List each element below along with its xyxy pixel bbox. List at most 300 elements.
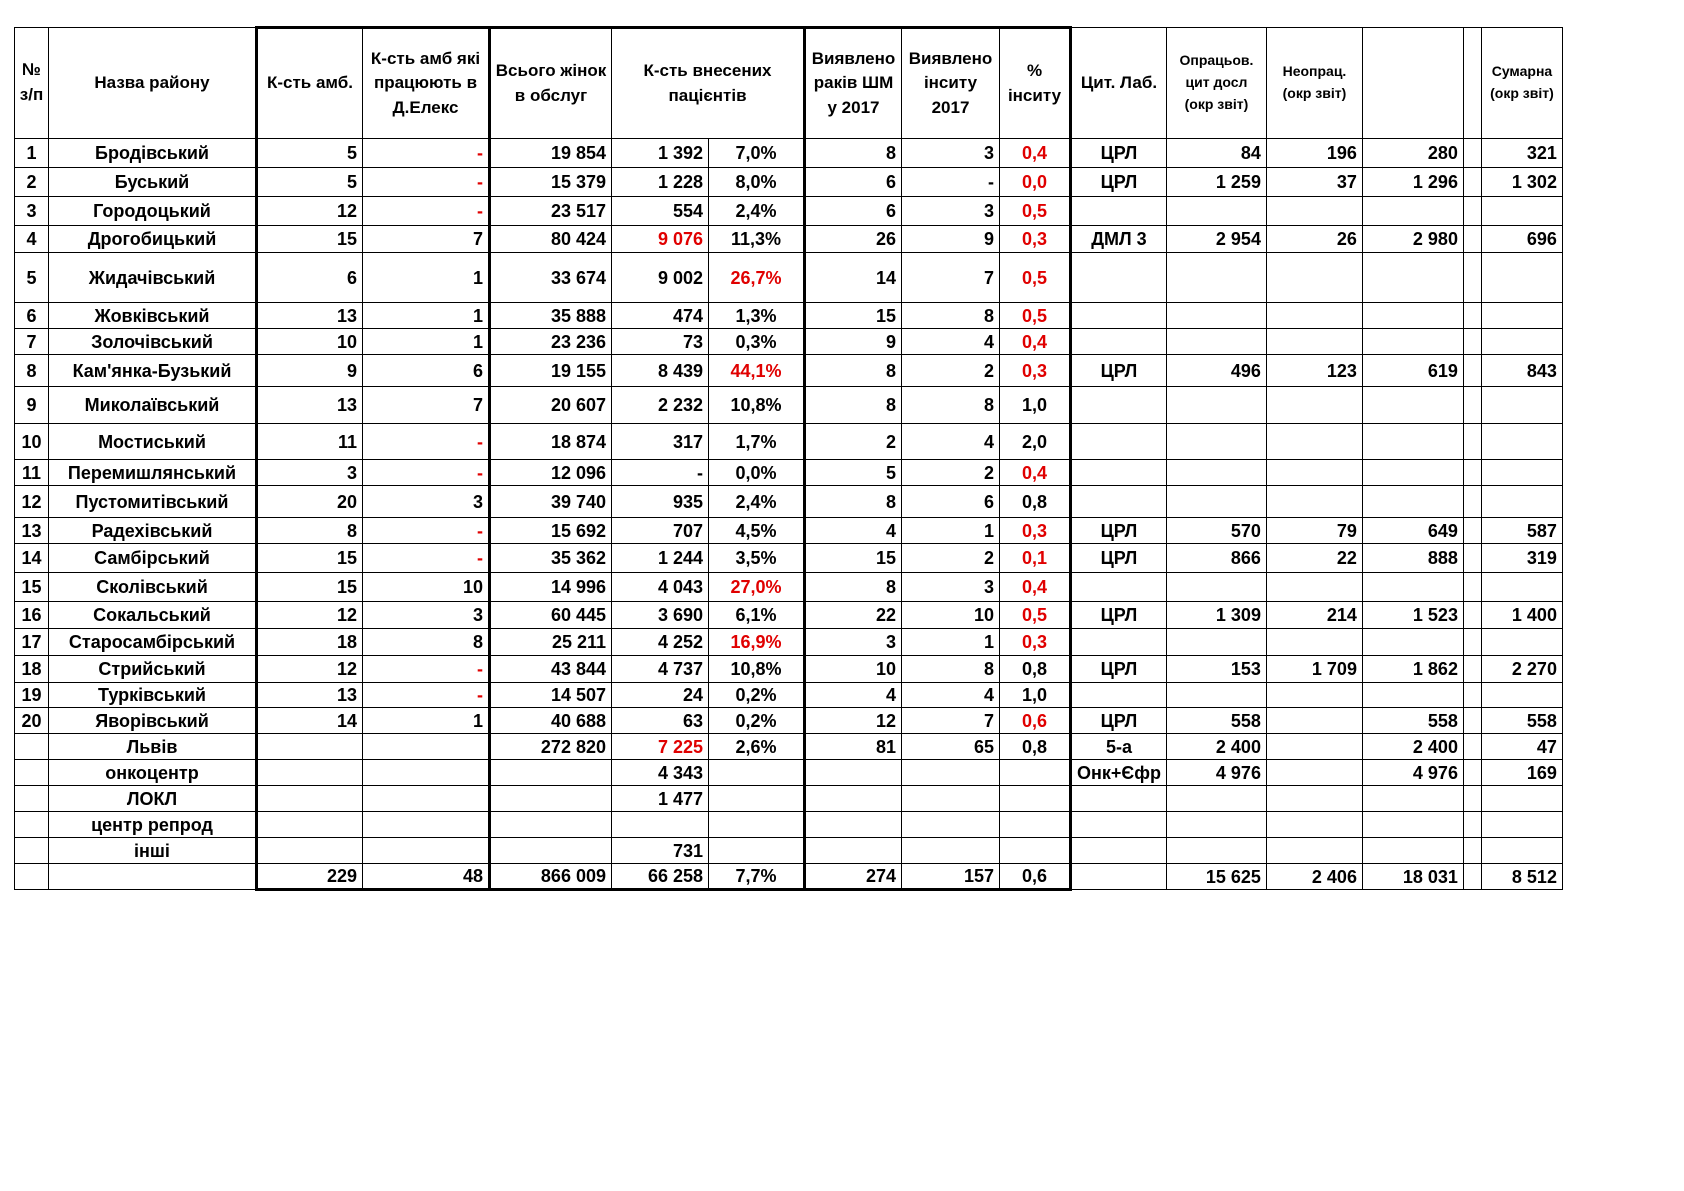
- cell-proc: [1166, 838, 1266, 864]
- cell-proc: [1166, 303, 1266, 329]
- cell-pct: 8,0%: [709, 168, 805, 197]
- cell-amb: 15: [257, 544, 363, 573]
- cell-lab: [1071, 629, 1167, 656]
- cell-unproc: [1266, 760, 1362, 786]
- cell-cancer: [805, 838, 902, 864]
- cell-district: Буський: [49, 168, 257, 197]
- cell-total: 1 302: [1481, 168, 1562, 197]
- cell-unproc: [1266, 303, 1362, 329]
- cell-spacer: [1463, 683, 1481, 708]
- header-district: Назва району: [49, 28, 257, 139]
- cell-n: [15, 734, 49, 760]
- cell-unproc: [1266, 387, 1362, 424]
- cell-cancer: 14: [805, 253, 902, 303]
- cell-women: 15 379: [490, 168, 612, 197]
- cell-proc: [1166, 629, 1266, 656]
- cell-lab: 5-а: [1071, 734, 1167, 760]
- table-row: [15, 518, 1563, 544]
- cell-n: 14: [15, 544, 49, 573]
- cell-sum: 4 976: [1362, 760, 1463, 786]
- cell-proc: [1166, 460, 1266, 486]
- cell-spacer: [1463, 760, 1481, 786]
- cell-total: 843: [1481, 355, 1562, 387]
- cell-unproc: [1266, 460, 1362, 486]
- cell-insitu: 7: [902, 708, 1000, 734]
- cell-total: [1481, 838, 1562, 864]
- cell-ins-pct: 0,3: [1000, 226, 1071, 253]
- cell-insitu: 1: [902, 518, 1000, 544]
- cell-women: 15 692: [490, 518, 612, 544]
- header-num: № з/п: [15, 28, 49, 139]
- cell-ins-pct: 0,5: [1000, 197, 1071, 226]
- cell-n: [15, 838, 49, 864]
- cell-sum: [1362, 838, 1463, 864]
- cell-n: 13: [15, 518, 49, 544]
- cell-cancer: 8: [805, 139, 902, 168]
- cell-cancer: 2: [805, 424, 902, 460]
- cell-lab: [1071, 329, 1167, 355]
- cell-lab: [1071, 683, 1167, 708]
- cell-pat: 935: [612, 486, 709, 518]
- cell-n: [15, 760, 49, 786]
- cell-pat: 7 225: [612, 734, 709, 760]
- table-row: [15, 573, 1563, 602]
- cell-women: 40 688: [490, 708, 612, 734]
- cell-n: 6: [15, 303, 49, 329]
- cell-lab: [1071, 460, 1167, 486]
- cell-amb: [257, 812, 363, 838]
- cell-elex: 3: [363, 602, 490, 629]
- cell-pat: 4 043: [612, 573, 709, 602]
- cell-total: 169: [1481, 760, 1562, 786]
- cell-district: Кам'янка-Бузький: [49, 355, 257, 387]
- table-row: [15, 602, 1563, 629]
- cell-pat: 474: [612, 303, 709, 329]
- cell-sum: [1362, 812, 1463, 838]
- cell-proc: [1166, 387, 1266, 424]
- cell-ins-pct: 0,6: [1000, 708, 1071, 734]
- cell-women: 60 445: [490, 602, 612, 629]
- cell-total: [1481, 424, 1562, 460]
- cell-n: 10: [15, 424, 49, 460]
- cell-sum: 558: [1362, 708, 1463, 734]
- cell-spacer: [1463, 518, 1481, 544]
- cell-n: 1: [15, 139, 49, 168]
- cell-elex: -: [363, 168, 490, 197]
- cell-sum: [1362, 486, 1463, 518]
- cell-elex: 6: [363, 355, 490, 387]
- cell-insitu: 6: [902, 486, 1000, 518]
- cell-insitu: [902, 760, 1000, 786]
- cell-total: 321: [1481, 139, 1562, 168]
- cell-insitu: 3: [902, 139, 1000, 168]
- cell-pat: 9 002: [612, 253, 709, 303]
- cell-proc: 866: [1166, 544, 1266, 573]
- cell-elex: 1: [363, 253, 490, 303]
- cell-n: 2: [15, 168, 49, 197]
- cell-elex: -: [363, 544, 490, 573]
- cell-cancer: 4: [805, 683, 902, 708]
- cell-total: 8 512: [1481, 864, 1562, 890]
- cell-n: 9: [15, 387, 49, 424]
- cell-elex: [363, 734, 490, 760]
- cell-elex: 10: [363, 573, 490, 602]
- cell-elex: 1: [363, 708, 490, 734]
- cell-spacer: [1463, 629, 1481, 656]
- cell-unproc: 214: [1266, 602, 1362, 629]
- table-row: [15, 197, 1563, 226]
- cell-insitu: 2: [902, 544, 1000, 573]
- cell-n: 17: [15, 629, 49, 656]
- cell-spacer: [1463, 573, 1481, 602]
- cell-pat: 1 477: [612, 786, 709, 812]
- cell-women: 23 517: [490, 197, 612, 226]
- cell-total: 558: [1481, 708, 1562, 734]
- cell-lab: ЦРЛ: [1071, 544, 1167, 573]
- cell-ins-pct: 0,4: [1000, 460, 1071, 486]
- cell-unproc: 37: [1266, 168, 1362, 197]
- cell-ins-pct: 0,1: [1000, 544, 1071, 573]
- cell-insitu: 1: [902, 629, 1000, 656]
- cell-women: 19 155: [490, 355, 612, 387]
- cell-proc: 15 625: [1166, 864, 1266, 890]
- cell-sum: [1362, 303, 1463, 329]
- cell-women: 39 740: [490, 486, 612, 518]
- cell-amb: 12: [257, 602, 363, 629]
- cell-amb: 13: [257, 387, 363, 424]
- cell-district: Жовківський: [49, 303, 257, 329]
- cell-women: 866 009: [490, 864, 612, 890]
- cell-district: Львів: [49, 734, 257, 760]
- cell-ins-pct: 0,6: [1000, 864, 1071, 890]
- table-row: [15, 168, 1563, 197]
- cell-spacer: [1463, 602, 1481, 629]
- cell-ins-pct: 0,0: [1000, 168, 1071, 197]
- cell-proc: 2 400: [1166, 734, 1266, 760]
- cell-total: [1481, 197, 1562, 226]
- cell-amb: 13: [257, 303, 363, 329]
- cell-ins-pct: 0,3: [1000, 518, 1071, 544]
- cell-pat: 731: [612, 838, 709, 864]
- cell-unproc: [1266, 734, 1362, 760]
- cell-insitu: -: [902, 168, 1000, 197]
- cell-women: [490, 786, 612, 812]
- cell-spacer: [1463, 838, 1481, 864]
- cell-pct: 2,6%: [709, 734, 805, 760]
- cell-women: 19 854: [490, 139, 612, 168]
- cell-amb: 11: [257, 424, 363, 460]
- cell-cancer: 12: [805, 708, 902, 734]
- cell-sum: 888: [1362, 544, 1463, 573]
- cell-pct: 4,5%: [709, 518, 805, 544]
- cell-sum: 2 980: [1362, 226, 1463, 253]
- cell-lab: Онк+Єфр: [1071, 760, 1167, 786]
- cell-district: Стрийський: [49, 656, 257, 683]
- cell-district: Турківський: [49, 683, 257, 708]
- cell-unproc: 22: [1266, 544, 1362, 573]
- cell-total: 1 400: [1481, 602, 1562, 629]
- cell-insitu: 7: [902, 253, 1000, 303]
- cell-ins-pct: 0,4: [1000, 329, 1071, 355]
- cell-n: 15: [15, 573, 49, 602]
- header-patients: К-сть внесених пацієнтів: [612, 28, 805, 139]
- cell-district: Пустомитівський: [49, 486, 257, 518]
- cell-district: інші: [49, 838, 257, 864]
- cell-pct: 10,8%: [709, 656, 805, 683]
- cell-sum: 1 296: [1362, 168, 1463, 197]
- cell-lab: [1071, 197, 1167, 226]
- cell-ins-pct: 0,5: [1000, 303, 1071, 329]
- cell-sum: 1 862: [1362, 656, 1463, 683]
- cell-insitu: 10: [902, 602, 1000, 629]
- cell-spacer: [1463, 544, 1481, 573]
- cell-unproc: [1266, 786, 1362, 812]
- cell-elex: 7: [363, 226, 490, 253]
- cell-ins-pct: 0,4: [1000, 139, 1071, 168]
- cell-sum: [1362, 629, 1463, 656]
- cell-elex: 1: [363, 303, 490, 329]
- cell-proc: [1166, 197, 1266, 226]
- table-row: [15, 812, 1563, 838]
- cell-pat: 1 392: [612, 139, 709, 168]
- cell-women: [490, 760, 612, 786]
- cell-pat: 66 258: [612, 864, 709, 890]
- cell-elex: -: [363, 518, 490, 544]
- cell-insitu: 65: [902, 734, 1000, 760]
- cell-spacer: [1463, 139, 1481, 168]
- cell-district: Дрогобицький: [49, 226, 257, 253]
- cell-elex: [363, 812, 490, 838]
- cell-cancer: 81: [805, 734, 902, 760]
- cell-unproc: 26: [1266, 226, 1362, 253]
- cell-amb: 8: [257, 518, 363, 544]
- table-row: [15, 329, 1563, 355]
- cell-sum: 2 400: [1362, 734, 1463, 760]
- cell-elex: -: [363, 656, 490, 683]
- cell-total: [1481, 460, 1562, 486]
- cell-pat: -: [612, 460, 709, 486]
- cell-amb: 13: [257, 683, 363, 708]
- header-women: Всього жінок в обслуг: [490, 28, 612, 139]
- cell-pct: [709, 760, 805, 786]
- header-lab: Цит. Лаб.: [1071, 28, 1167, 139]
- cell-women: 80 424: [490, 226, 612, 253]
- cell-ins-pct: 0,5: [1000, 253, 1071, 303]
- header-row: [15, 28, 1563, 139]
- cell-district: Золочівський: [49, 329, 257, 355]
- cell-women: 14 996: [490, 573, 612, 602]
- cell-spacer: [1463, 486, 1481, 518]
- cell-women: [490, 838, 612, 864]
- cell-pat: 2 232: [612, 387, 709, 424]
- cell-unproc: [1266, 629, 1362, 656]
- cell-lab: [1071, 303, 1167, 329]
- cell-total: [1481, 329, 1562, 355]
- cell-cancer: 4: [805, 518, 902, 544]
- cell-sum: [1362, 387, 1463, 424]
- cell-lab: ЦРЛ: [1071, 656, 1167, 683]
- cell-ins-pct: 0,3: [1000, 629, 1071, 656]
- cell-ins-pct: [1000, 812, 1071, 838]
- table-row: [15, 786, 1563, 812]
- cell-district: Радехівський: [49, 518, 257, 544]
- cell-district: Сокальський: [49, 602, 257, 629]
- cell-proc: 1 259: [1166, 168, 1266, 197]
- cell-sum: 18 031: [1362, 864, 1463, 890]
- cell-cancer: 8: [805, 573, 902, 602]
- cell-amb: [257, 760, 363, 786]
- cell-proc: [1166, 329, 1266, 355]
- cell-pat: 4 737: [612, 656, 709, 683]
- cell-amb: 5: [257, 139, 363, 168]
- cell-pct: 27,0%: [709, 573, 805, 602]
- cell-proc: 2 954: [1166, 226, 1266, 253]
- cell-unproc: [1266, 573, 1362, 602]
- cell-sum: 1 523: [1362, 602, 1463, 629]
- cell-lab: [1071, 864, 1167, 890]
- cell-amb: 9: [257, 355, 363, 387]
- cell-cancer: 274: [805, 864, 902, 890]
- cell-lab: ЦРЛ: [1071, 518, 1167, 544]
- cell-pct: 7,0%: [709, 139, 805, 168]
- header-amb-elex: К-сть амб які працюють в Д.Елекс: [363, 28, 490, 139]
- cell-sum: [1362, 460, 1463, 486]
- cell-pat: 554: [612, 197, 709, 226]
- cell-pat: 1 228: [612, 168, 709, 197]
- cell-spacer: [1463, 355, 1481, 387]
- cell-total: [1481, 387, 1562, 424]
- cell-proc: 570: [1166, 518, 1266, 544]
- cell-women: 33 674: [490, 253, 612, 303]
- cell-women: 35 888: [490, 303, 612, 329]
- table-row: [15, 864, 1563, 890]
- cell-ins-pct: 0,8: [1000, 656, 1071, 683]
- cell-pct: 6,1%: [709, 602, 805, 629]
- cell-n: 8: [15, 355, 49, 387]
- cell-amb: 10: [257, 329, 363, 355]
- cell-insitu: 3: [902, 573, 1000, 602]
- cell-n: 4: [15, 226, 49, 253]
- cell-district: Бродівський: [49, 139, 257, 168]
- cell-amb: [257, 838, 363, 864]
- cell-total: 696: [1481, 226, 1562, 253]
- cell-n: [15, 786, 49, 812]
- cell-total: 47: [1481, 734, 1562, 760]
- cell-pct: 11,3%: [709, 226, 805, 253]
- cell-cancer: 10: [805, 656, 902, 683]
- cell-n: 11: [15, 460, 49, 486]
- cell-n: 7: [15, 329, 49, 355]
- cell-women: 12 096: [490, 460, 612, 486]
- cell-spacer: [1463, 253, 1481, 303]
- cell-cancer: 8: [805, 387, 902, 424]
- cell-women: 35 362: [490, 544, 612, 573]
- cell-pct: 0,3%: [709, 329, 805, 355]
- cell-insitu: 4: [902, 424, 1000, 460]
- cell-lab: [1071, 812, 1167, 838]
- cell-total: 587: [1481, 518, 1562, 544]
- cell-unproc: [1266, 812, 1362, 838]
- cell-unproc: [1266, 197, 1362, 226]
- cell-unproc: 2 406: [1266, 864, 1362, 890]
- cell-women: 43 844: [490, 656, 612, 683]
- cell-amb: 20: [257, 486, 363, 518]
- table-row: [15, 708, 1563, 734]
- cell-insitu: 3: [902, 197, 1000, 226]
- cell-elex: [363, 838, 490, 864]
- cell-pct: 0,0%: [709, 460, 805, 486]
- cell-spacer: [1463, 424, 1481, 460]
- cell-insitu: [902, 838, 1000, 864]
- cell-unproc: [1266, 683, 1362, 708]
- cell-spacer: [1463, 786, 1481, 812]
- cell-amb: 12: [257, 197, 363, 226]
- cell-pat: 4 343: [612, 760, 709, 786]
- cell-ins-pct: 0,8: [1000, 486, 1071, 518]
- cell-cancer: 6: [805, 168, 902, 197]
- cell-pct: [709, 838, 805, 864]
- cell-cancer: 6: [805, 197, 902, 226]
- cell-lab: [1071, 387, 1167, 424]
- cell-women: 272 820: [490, 734, 612, 760]
- cell-lab: [1071, 786, 1167, 812]
- cell-unproc: 196: [1266, 139, 1362, 168]
- cell-pct: 16,9%: [709, 629, 805, 656]
- cell-unproc: 79: [1266, 518, 1362, 544]
- cell-elex: [363, 786, 490, 812]
- cell-spacer: [1463, 812, 1481, 838]
- cell-pct: 3,5%: [709, 544, 805, 573]
- table-row: [15, 253, 1563, 303]
- cell-total: [1481, 303, 1562, 329]
- cell-ins-pct: 0,5: [1000, 602, 1071, 629]
- table-row: [15, 226, 1563, 253]
- cell-amb: 5: [257, 168, 363, 197]
- table-row: [15, 656, 1563, 683]
- cell-proc: 84: [1166, 139, 1266, 168]
- cell-proc: [1166, 812, 1266, 838]
- cell-elex: [363, 760, 490, 786]
- table-row: [15, 838, 1563, 864]
- cell-amb: 6: [257, 253, 363, 303]
- cell-pct: 26,7%: [709, 253, 805, 303]
- table-row: [15, 544, 1563, 573]
- cell-pat: 9 076: [612, 226, 709, 253]
- cell-pct: 44,1%: [709, 355, 805, 387]
- cell-district: Мостиський: [49, 424, 257, 460]
- cell-spacer: [1463, 387, 1481, 424]
- cell-total: [1481, 629, 1562, 656]
- cell-lab: ЦРЛ: [1071, 139, 1167, 168]
- cell-amb: 12: [257, 656, 363, 683]
- cell-pat: 707: [612, 518, 709, 544]
- cell-insitu: [902, 812, 1000, 838]
- header-total: Сумарна (окр звіт): [1481, 28, 1562, 139]
- cell-unproc: [1266, 424, 1362, 460]
- cell-district: Сколівський: [49, 573, 257, 602]
- cell-elex: -: [363, 197, 490, 226]
- cell-spacer: [1463, 864, 1481, 890]
- header-processed: Опрацьов. цит досл (окр звіт): [1166, 28, 1266, 139]
- cell-n: 5: [15, 253, 49, 303]
- cell-district: Перемишлянський: [49, 460, 257, 486]
- cell-ins-pct: [1000, 838, 1071, 864]
- cell-n: [15, 864, 49, 890]
- table-row: [15, 683, 1563, 708]
- cell-elex: 8: [363, 629, 490, 656]
- cell-pct: 1,3%: [709, 303, 805, 329]
- table-row: [15, 629, 1563, 656]
